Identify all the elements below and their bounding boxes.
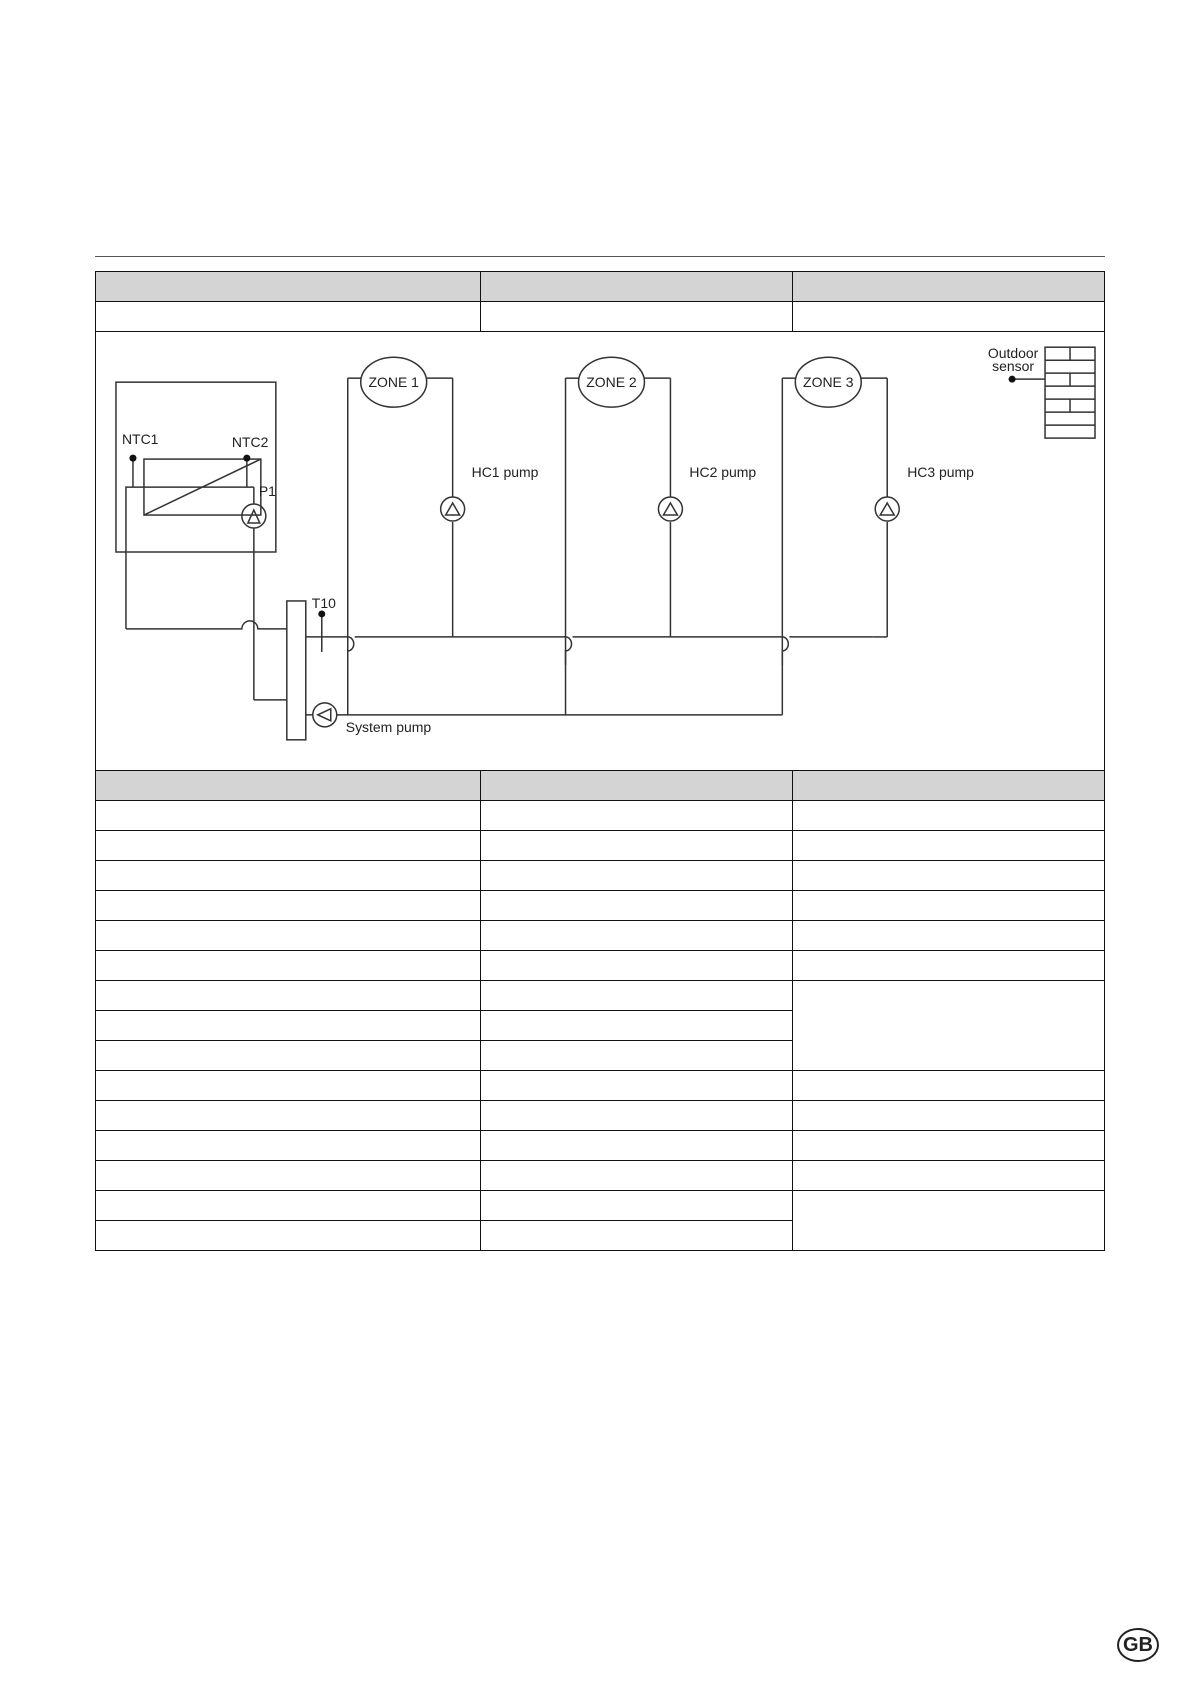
hc1-pump-icon bbox=[441, 497, 465, 521]
table-row bbox=[96, 801, 1105, 831]
table-header-row bbox=[96, 272, 1105, 302]
t10-sensor-dot bbox=[318, 610, 325, 617]
table-header-row bbox=[96, 771, 1105, 801]
outdoor-sensor-label-line1: Outdoor bbox=[987, 345, 1039, 362]
table-row bbox=[96, 1161, 1105, 1191]
zone-2-label: ZONE 2 bbox=[586, 374, 637, 391]
diagram-row bbox=[96, 332, 1105, 771]
system-pump-label: System pump bbox=[345, 718, 432, 735]
zone-3-label: ZONE 3 bbox=[803, 374, 854, 391]
language-badge: GB bbox=[1117, 1628, 1159, 1662]
hc1-pump-label: HC1 pump bbox=[471, 464, 539, 481]
hydraulic-separator bbox=[287, 601, 306, 740]
p1-pump-icon bbox=[242, 504, 266, 528]
table-row bbox=[96, 1101, 1105, 1131]
table-row bbox=[96, 891, 1105, 921]
outdoor-wall-icon bbox=[1045, 347, 1095, 438]
table-row bbox=[96, 831, 1105, 861]
ntc2-label: NTC2 bbox=[231, 434, 269, 451]
table-row bbox=[96, 1071, 1105, 1101]
hc2-pump-icon bbox=[658, 497, 682, 521]
table-row bbox=[96, 951, 1105, 981]
t10-label: T10 bbox=[311, 594, 336, 611]
zone-1-label: ZONE 1 bbox=[368, 374, 419, 391]
heat-pump-unit bbox=[116, 382, 276, 552]
table-row bbox=[96, 981, 1105, 1011]
outdoor-sensor-dot bbox=[1009, 376, 1016, 383]
hc2-pump-label: HC2 pump bbox=[689, 464, 757, 481]
table-row bbox=[96, 1131, 1105, 1161]
ntc2-sensor-dot bbox=[243, 455, 250, 462]
hc3-pump-icon bbox=[875, 497, 899, 521]
outdoor-sensor-label-line2: sensor bbox=[992, 358, 1035, 375]
table-row bbox=[96, 861, 1105, 891]
hydraulic-diagram bbox=[96, 332, 1104, 770]
p1-label: P1 bbox=[258, 483, 276, 500]
table-row bbox=[96, 921, 1105, 951]
table-row bbox=[96, 1191, 1105, 1221]
table-row bbox=[96, 302, 1105, 332]
header-rule bbox=[95, 256, 1105, 257]
ntc1-label: NTC1 bbox=[121, 431, 159, 448]
configuration-table bbox=[95, 271, 1105, 1251]
hc3-pump-label: HC3 pump bbox=[907, 464, 974, 481]
ntc1-sensor-dot bbox=[129, 455, 136, 462]
